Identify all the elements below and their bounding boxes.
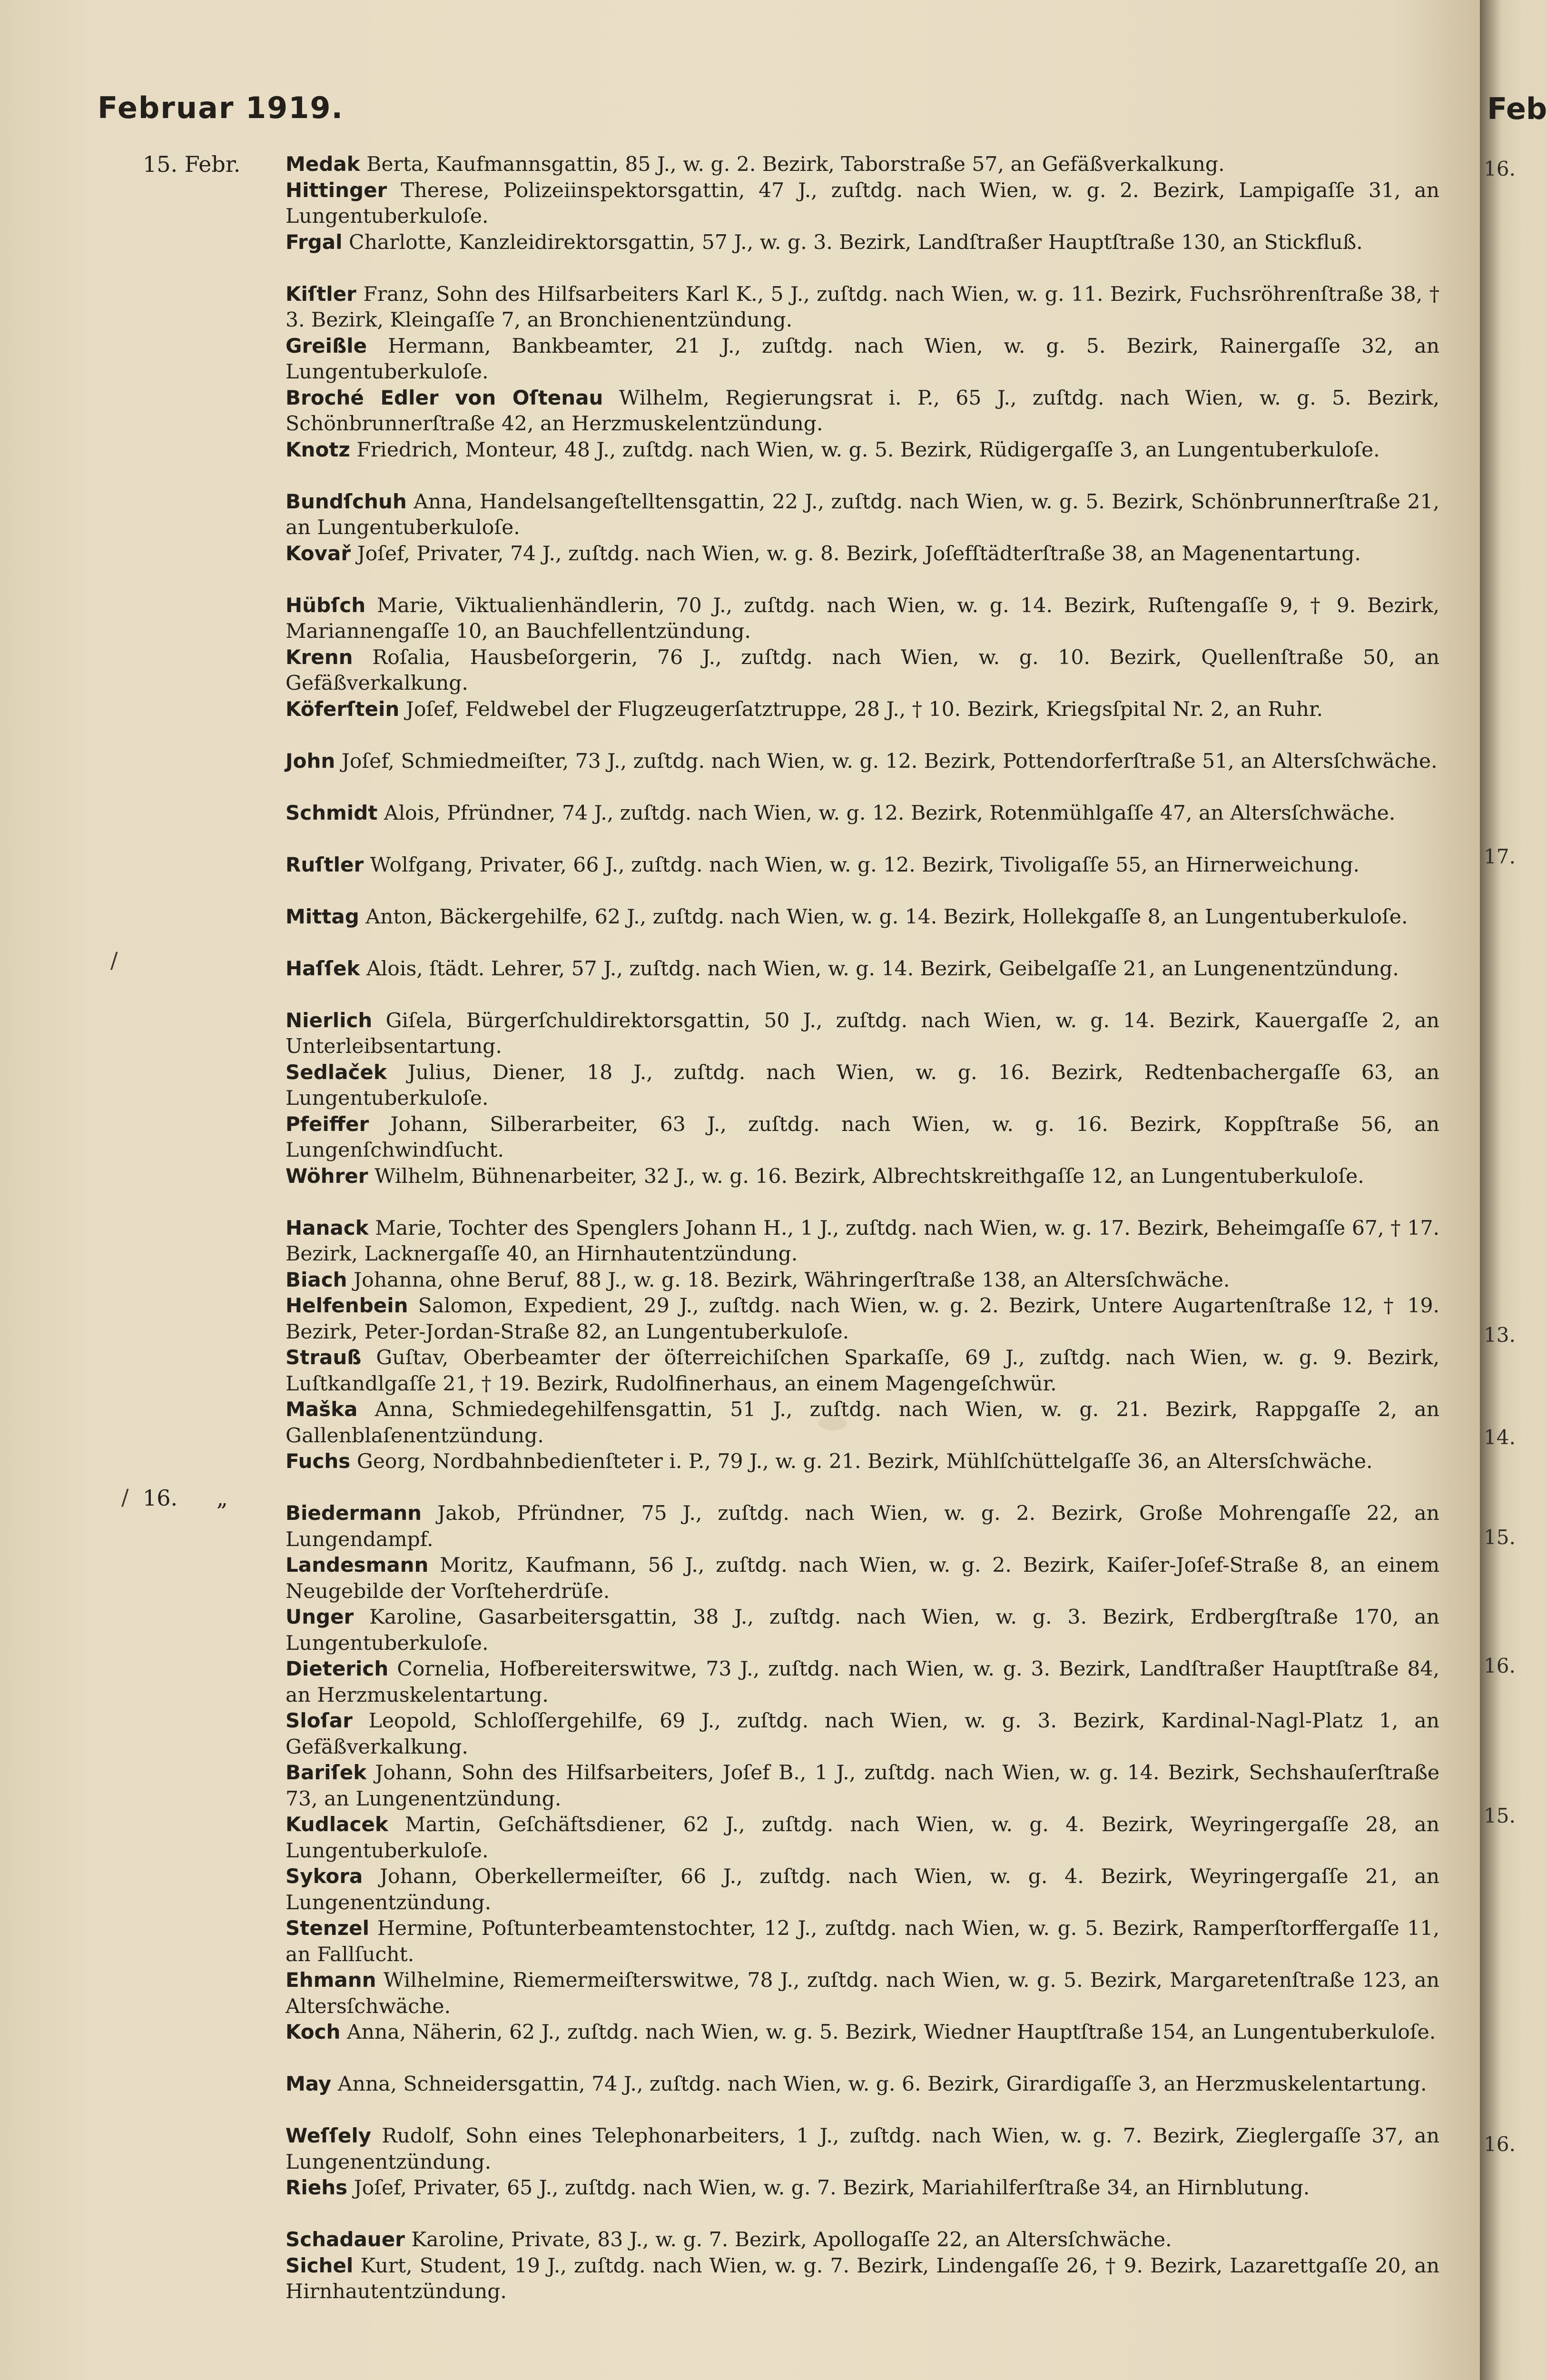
- register-entry: [286, 645, 1439, 697]
- entry-surname: Maška: [286, 1398, 358, 1421]
- entry-surname: Kovař: [286, 541, 351, 565]
- entry-details: Franz, Sohn des Hilfsarbeiters Karl K., 5 J., zuſtdg. nach Wien, w. g. 11. Bezirk, Fuchsröhrenſtraße 38, † 3. Bezirk, Kleingaſſe 7, an Bronchienentzündung.: [286, 282, 1440, 332]
- register-entry: [286, 748, 1439, 775]
- register-entry: [286, 696, 1439, 723]
- entry-surname: Greißle: [286, 334, 367, 357]
- entry-details: Anna, Handelsangeſtelltensgattin, 22 J., zuſtdg. nach Wien, w. g. 5. Bezirk, Schönbrunnerſtraße 21, an Lungentuberkuloſe.: [286, 490, 1439, 539]
- entry-details: Alois, Pfründner, 74 J., zuſtdg. nach Wien, w. g. 12. Bezirk, Rotenmühlgaſſe 47, an Altersſchwäche.: [384, 801, 1396, 825]
- entry-details: Wilhelmine, Riemermeiſterswitwe, 78 J., zuſtdg. nach Wien, w. g. 5. Bezirk, Margaretenſtraße 123, an Altersſchwäche.: [286, 1969, 1439, 2018]
- entry-surname: Nierlich: [286, 1008, 373, 1032]
- entry-surname: Strauß: [286, 1346, 362, 1369]
- register-entry: [286, 178, 1439, 230]
- entry-details: Friedrich, Monteur, 48 J., zuſtdg. nach Wien, w. g. 5. Bezirk, Rüdigergaſſe 3, an Lungentuberkuloſe.: [356, 438, 1380, 462]
- entry-details: Martin, Geſchäftsdiener, 62 J., zuſtdg. nach Wien, w. g. 4. Bezirk, Weyringergaſſe 28, an Lungentuberkuloſe.: [286, 1813, 1440, 1863]
- register-entry: [286, 1500, 1439, 1553]
- date-label-16: 16.: [143, 1485, 178, 1511]
- register-entry: [286, 489, 1439, 541]
- register-entry: [286, 593, 1439, 645]
- entry-surname: Hübſch: [286, 593, 366, 617]
- register-entry: [286, 1967, 1439, 2020]
- entry-surname: Hanack: [286, 1216, 369, 1240]
- entry-surname: Haſſek: [286, 956, 360, 980]
- register-entry: [286, 1656, 1439, 1708]
- entry-details: Wilhelm, Bühnenarbeiter, 32 J., w. g. 16. Bezirk, Albrechtskreithgaſſe 12, an Lungentuberkuloſe.: [374, 1164, 1364, 1188]
- entry-surname: Medak: [286, 152, 360, 176]
- register-entry: [286, 2175, 1439, 2202]
- entry-surname: Weſſely: [286, 2124, 372, 2147]
- register-entry: [286, 541, 1439, 567]
- entry-surname: Biach: [286, 1268, 347, 1291]
- entry-surname: Ruſtler: [286, 853, 364, 876]
- entry-details: Joſef, Feldwebel der Flugzeugerſatztruppe, 28 J., † 10. Bezirk, Kriegsſpital Nr. 2, an Ruhr.: [405, 697, 1323, 721]
- entry-surname: Wöhrer: [286, 1164, 368, 1188]
- entry-surname: Bariſek: [286, 1761, 367, 1784]
- entry-surname: May: [286, 2072, 332, 2095]
- entry-surname: Frgal: [286, 230, 343, 254]
- entry-details: Salomon, Expedient, 29 J., zuſtdg. nach Wien, w. g. 2. Bezirk, Untere Augartenſtraße 12, † 19. Bezirk, Peter-Jordan-Straße 82, an Lungentuberkuloſe.: [286, 1294, 1439, 1344]
- register-entry: [286, 1345, 1439, 1397]
- entry-surname: Sichel: [286, 2253, 354, 2277]
- entry-surname: Kiſtler: [286, 282, 356, 306]
- entry-details: Johanna, ohne Beruf, 88 J., w. g. 18. Bezirk, Währingerſtraße 138, an Altersſchwäche.: [354, 1268, 1230, 1292]
- pencil-tick-mark: /: [110, 947, 118, 973]
- register-entry: [286, 1267, 1439, 1294]
- entry-surname: Bundſchuh: [286, 489, 407, 513]
- entry-surname: Riehs: [286, 2176, 348, 2199]
- margin-number: 13.: [1484, 1323, 1516, 1347]
- register-entry: [286, 2123, 1439, 2175]
- entry-details: Joſef, Privater, 65 J., zuſtdg. nach Wien, w. g. 7. Bezirk, Mariahilferſtraße 34, an Hirnblutung.: [354, 2176, 1310, 2200]
- entry-details: Jakob, Pfründner, 75 J., zuſtdg. nach Wien, w. g. 2. Bezirk, Große Mohrengaſſe 22, an Lungendampf.: [286, 1502, 1439, 1551]
- register-entry: [286, 229, 1439, 256]
- register-entry: [286, 1397, 1439, 1449]
- margin-number: 16.: [1484, 157, 1516, 180]
- register-entry: [286, 1060, 1439, 1112]
- entry-details: Anton, Bäckergehilfe, 62 J., zuſtdg. nach Wien, w. g. 14. Bezirk, Hollekgaſſe 8, an Lungentuberkuloſe.: [365, 905, 1408, 929]
- margin-number: 17.: [1484, 845, 1516, 868]
- entry-surname: Schadauer: [286, 2228, 405, 2251]
- entry-surname: Knotz: [286, 437, 350, 461]
- register-entry: [286, 151, 1439, 178]
- entry-details: Rudolf, Sohn eines Telephonarbeiters, 1 J., zuſtdg. nach Wien, w. g. 7. Bezirk, Zieglergaſſe 37, an Lungenentzündung.: [286, 2124, 1439, 2174]
- entry-details: Charlotte, Kanzleidirektorsgattin, 57 J., w. g. 3. Bezirk, Landſtraßer Hauptſtraße 130, an Stickfluß.: [349, 230, 1363, 254]
- entry-surname: Helfenbein: [286, 1294, 408, 1317]
- entry-details: Kurt, Student, 19 J., zuſtdg. nach Wien, w. g. 7. Bezirk, Lindengaſſe 26, † 9. Bezirk, Lazarettgaſſe 20, an Hirnhautentzündung.: [286, 2254, 1439, 2303]
- register-entry: [286, 1293, 1439, 1345]
- pencil-tick-mark: /: [121, 1484, 129, 1510]
- entry-surname: Stenzel: [286, 1916, 370, 1940]
- entry-details: Joſef, Privater, 74 J., zuſtdg. nach Wien, w. g. 8. Bezirk, Joſefſtädterſtraße 38, an Magenentartung.: [357, 542, 1361, 565]
- register-entry: [286, 1760, 1439, 1812]
- entry-surname: Krenn: [286, 645, 353, 669]
- register-entry: [286, 1864, 1439, 1916]
- next-page-header: Feb: [1487, 91, 1547, 126]
- entry-details: Hermann, Bankbeamter, 21 J., zuſtdg. nach Wien, w. g. 5. Bezirk, Rainergaſſe 32, an Lungentuberkuloſe.: [286, 334, 1440, 384]
- register-entry: [286, 1708, 1439, 1760]
- register-entry: [286, 904, 1439, 931]
- register-entry: [286, 800, 1439, 827]
- entry-details: Johann, Oberkellermeiſter, 66 J., zuſtdg. nach Wien, w. g. 4. Bezirk, Weyringergaſſe 21, an Lungenentzündung.: [286, 1865, 1440, 1914]
- entry-surname: Kudlacek: [286, 1813, 388, 1836]
- entry-details: Giſela, Bürgerſchuldirektorsgattin, 50 J., zuſtdg. nach Wien, w. g. 14. Bezirk, Kauergaſſe 2, an Unterleibsentartung.: [286, 1009, 1439, 1058]
- register-entry: [286, 1604, 1439, 1656]
- margin-number: 14.: [1484, 1426, 1516, 1449]
- entry-surname: Schmidt: [286, 801, 378, 824]
- register-entry: [286, 1448, 1439, 1475]
- entry-details: Alois, ſtädt. Lehrer, 57 J., zuſtdg. nach Wien, w. g. 14. Bezirk, Geibelgaſſe 21, an Lungenentzündung.: [366, 957, 1399, 981]
- margin-number: 16.: [1484, 1654, 1516, 1677]
- entry-surname: Hittinger: [286, 178, 387, 202]
- entry-details: Guſtav, Oberbeamter der öſterreichiſchen Sparkaſſe, 69 J., zuſtdg. nach Wien, w. g. 9. Bezirk, Luſtkandlgaſſe 21, † 19. Bezirk, Rudolfinerhaus, an einem Magengeſchwür.: [286, 1346, 1439, 1396]
- register-entry: [286, 2253, 1439, 2305]
- margin-number: 15.: [1484, 1526, 1516, 1549]
- register-entry: [286, 1163, 1439, 1190]
- register-entry: [286, 385, 1439, 437]
- entry-details: Johann, Sohn des Hilfsarbeiters, Joſef B., 1 J., zuſtdg. nach Wien, w. g. 14. Bezirk, Sechshauſerſtraße 73, an Lungenentzündung.: [286, 1761, 1440, 1811]
- register-entry: [286, 1111, 1439, 1164]
- entry-surname: John: [286, 749, 335, 773]
- next-page-margin: [1484, 0, 1547, 2380]
- entry-details: Berta, Kaufmannsgattin, 85 J., w. g. 2. Bezirk, Taborstraße 57, an Gefäßverkalkung.: [366, 153, 1225, 176]
- entry-surname: Dieterich: [286, 1657, 389, 1680]
- entry-details: Wolfgang, Privater, 66 J., zuſtdg. nach Wien, w. g. 12. Bezirk, Tivoligaſſe 55, an Hirnerweichung.: [370, 853, 1360, 877]
- margin-number: 16.: [1484, 2132, 1516, 2156]
- entry-surname: Landesmann: [286, 1553, 429, 1577]
- entry-surname: Broché Edler von Oſtenau: [286, 386, 603, 409]
- entry-surname: Sloſar: [286, 1709, 353, 1732]
- entry-details: Hermine, Poſtunterbeamtenstochter, 12 J., zuſtdg. nach Wien, w. g. 5. Bezirk, Ramperſtorffergaſſe 11, an Fallſucht.: [286, 1917, 1439, 1966]
- entry-surname: Pfeiffer: [286, 1112, 369, 1136]
- register-entry: [286, 2019, 1439, 2046]
- entry-details: Marie, Tochter des Spenglers Johann H., 1 J., zuſtdg. nach Wien, w. g. 17. Bezirk, Beheimgaſſe 67, † 17. Bezirk, Lacknergaſſe 40, an Hirnhautentzündung.: [286, 1216, 1439, 1266]
- entry-details: Karoline, Private, 83 J., w. g. 7. Bezirk, Apollogaſſe 22, an Altersſchwäche.: [411, 2228, 1172, 2251]
- register-entry: [286, 2227, 1439, 2253]
- entry-details: Therese, Polizeiinspektorsgattin, 47 J., zuſtdg. nach Wien, w. g. 2. Bezirk, Lampigaſſe 31, an Lungentuberkuloſe.: [286, 178, 1439, 228]
- entry-details: Joſef, Schmiedmeiſter, 73 J., zuſtdg. nach Wien, w. g. 12. Bezirk, Pottendorferſtraße 51, an Altersſchwäche.: [341, 749, 1438, 773]
- entry-surname: Koch: [286, 2020, 341, 2043]
- register-entry: [286, 1915, 1439, 1968]
- entry-surname: Sedlaček: [286, 1060, 387, 1084]
- entry-surname: Köferſtein: [286, 697, 400, 721]
- entry-details: Johann, Silberarbeiter, 63 J., zuſtdg. nach Wien, w. g. 16. Bezirk, Koppſtraße 56, an Lungenſchwindſucht.: [286, 1112, 1439, 1162]
- entry-details: Karoline, Gasarbeitersgattin, 38 J., zuſtdg. nach Wien, w. g. 3. Bezirk, Erdbergſtraße 170, an Lungentuberkuloſe.: [286, 1606, 1439, 1655]
- register-entry: [286, 333, 1439, 386]
- entry-surname: Biedermann: [286, 1501, 422, 1525]
- entry-surname: Mittag: [286, 904, 359, 928]
- entry-surname: Fuchs: [286, 1449, 351, 1473]
- margin-number: 15.: [1484, 1804, 1516, 1827]
- page-header: Februar 1919.: [98, 90, 344, 125]
- ditto-mark: „: [217, 1485, 228, 1511]
- register-entry: [286, 437, 1439, 464]
- entry-surname: Ehmann: [286, 1968, 376, 1992]
- register-entry: [286, 1812, 1439, 1864]
- entry-details: Anna, Schneidersgattin, 74 J., zuſtdg. nach Wien, w. g. 6. Bezirk, Girardigaſſe 3, an Herzmuskelentartung.: [337, 2073, 1427, 2096]
- entry-surname: Unger: [286, 1605, 354, 1628]
- entry-details: Roſalia, Hausbeſorgerin, 76 J., zuſtdg. nach Wien, w. g. 10. Bezirk, Quellenſtraße 50, an Gefäßverkalkung.: [286, 645, 1439, 695]
- register-entry: [286, 1552, 1439, 1605]
- entry-details: Cornelia, Hofbereiterswitwe, 73 J., zuſtdg. nach Wien, w. g. 3. Bezirk, Landſtraßer Hauptſtraße 84, an Herzmuskelentartung.: [286, 1657, 1439, 1707]
- register-entry: [286, 281, 1439, 334]
- entry-details: Marie, Viktualienhändlerin, 70 J., zuſtdg. nach Wien, w. g. 14. Bezirk, Ruſtengaſſe 9, † 9. Bezirk, Mariannengaſſe 10, an Bauchfellentzündung.: [286, 594, 1439, 643]
- entry-details: Georg, Nordbahnbedienſteter i. P., 79 J., w. g. 21. Bezirk, Mühlſchüttelgaſſe 36, an Altersſchwäche.: [356, 1450, 1373, 1473]
- entry-details: Julius, Diener, 18 J., zuſtdg. nach Wien, w. g. 16. Bezirk, Redtenbachergaſſe 63, an Lungentuberkuloſe.: [286, 1061, 1439, 1110]
- register-entry: [286, 2071, 1439, 2098]
- register-entry: [286, 1008, 1439, 1060]
- entry-surname: Sykora: [286, 1864, 363, 1888]
- entry-details: Moritz, Kaufmann, 56 J., zuſtdg. nach Wien, w. g. 2. Bezirk, Kaiſer-Joſef-Straße 8, an einem Neugebilde der Vorſteherdrüſe.: [286, 1554, 1440, 1603]
- register-entry: [286, 1215, 1439, 1268]
- date-label-15: 15. Febr.: [143, 151, 241, 177]
- entry-details: Anna, Schmiedegehilfensgattin, 51 J., zuſtdg. nach Wien, w. g. 21. Bezirk, Rappgaſſe 2, an Gallenblaſenentzündung.: [286, 1398, 1439, 1448]
- entry-details: Leopold, Schloſſergehilfe, 69 J., zuſtdg. nach Wien, w. g. 3. Bezirk, Kardinal-Nagl-Platz 1, an Gefäßverkalkung.: [286, 1709, 1439, 1759]
- register-entry: [286, 956, 1439, 982]
- register-entry: [286, 852, 1439, 879]
- entry-details: Anna, Näherin, 62 J., zuſtdg. nach Wien, w. g. 5. Bezirk, Wiedner Hauptſtraße 154, an Lungentuberkuloſe.: [346, 2021, 1436, 2044]
- entry-details: Wilhelm, Regierungsrat i. P., 65 J., zuſtdg. nach Wien, w. g. 5. Bezirk, Schönbrunnerſtraße 42, an Herzmuskelentzündung.: [286, 386, 1439, 436]
